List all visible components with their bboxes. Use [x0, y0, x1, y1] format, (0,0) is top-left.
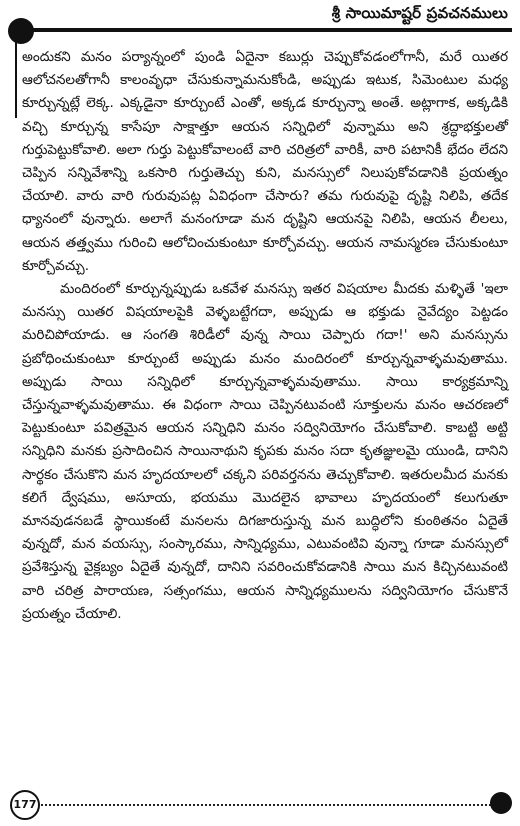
- margin-rule: [15, 36, 17, 118]
- footer-dotted-rule: [30, 804, 498, 808]
- header-rule: [22, 28, 512, 32]
- page-header: [0, 0, 520, 40]
- page-footer: [0, 786, 520, 826]
- paragraph-2: మందిరంలో కూర్చున్నప్పుడు ఒకవేళ మనస్సు ఇతర విషయాల మీదకు మళ్ళితే 'ఇలా మనస్సు యితర విషయాలపైకి వెళ్ళబట్టేగదా, అప్పుడు ఆ భక్తుడు నైవేద్యం పెట్టడం మరిచిపోయాడు. ఆ సంగతి శిరిడీలో వున్న సాయి చెప్పారు గదా!' అని మనస్సును ప్రబోధించుకుంటూ కూర్చుంటే అప్పుడు మనం మందిరంలో కూర్చున్నవాళ్ళమవుతాము. అప్పుడు సాయి సన్నిధిలో కూర్చున్నవాళ్ళమవుతాము. సాయి కార్యక్రమాన్ని చేస్తున్నవాళ్ళమవుతాము. ఈ విధంగా సాయి చెప్పినటువంటి సూక్తులను మనం ఆచరణలో పెట్టుకుంటూ పవిత్రమైన ఆయన సన్నిధిని మనం సద్వినియోగం చేసుకోవాలి. కాబట్టి అట్టి సన్నిధిని మనకు ప్రసాదించిన సాయినాథుని కృపకు మనం సదా కృతజ్ఞులమై యుండి, దానిని సార్థకం చేసుకొని మన హృదయాలలో చక్కని పరివర్తనను తెచ్చుకోవాలి. ఇతరులమీద మనకు కలిగే ద్వేషము, అసూయ, భయము మొదలైన భావాలు హృదయంలో కలుగుతూ మానవుడనబడే స్థాయికంటే మనలను దిగజారుస్తున్న మన బుద్ధిలోని కుంఠితనం ఏదైతే వున్నదో, మన వయస్సు, సంస్కారము, సాన్నిధ్యము, ఎటువంటివి వున్నా గూడా మనస్సులో ప్రవేశిస్తున్న వైక్లబ్యం ఏదైతే వున్నదో, దానిని సవరించుకోవడానికి సాయి మన కిచ్చినటువంటి వారి చరిత్ర పారాయణ, సత్సంగము, ఆయన సాన్నిధ్యములను సద్వినియోగం చేసుకొనే ప్రయత్నం చేయాలి.: [22, 281, 508, 622]
- page-body: [22, 46, 508, 762]
- footer-bullet-dot: [490, 792, 512, 814]
- running-title: శ్రీ సాయిమాష్టర్ ప్రవచనములు: [331, 4, 508, 22]
- paragraph-1: అందుకని మనం పర్యాన్నంలో పుండి ఏదైనా కబుర్లు చెప్పుకోవడంలోగానీ, మరే యితర ఆలోచనలతోగానీ కాలంవృధా చేసుకున్నామనుకోండి, అప్పుడు ఇటుక, సిమెంటుల మధ్య కూర్చున్నట్లే లెక్క. ఎక్కడైనా కూర్చుంటే ఎంతో, అక్కడ కూర్చున్నా అంతే. అట్లాగాక, అక్కడికి వచ్చి కూర్చున్న కాసేపూ సాక్షాత్తూ ఆయన సన్నిధిలో వున్నాము అని శ్రద్ధాభక్తులతో గుర్తుపెట్టుకోవాలి. అలా గుర్తు పెట్టుకోవాలంటే వారి చరిత్రలో వారికీ, వారి పటానికీ భేదం లేదని చెప్పిన సన్నివేశాన్ని ఒకసారి గుర్తుతెచ్చు కుని, మనస్సులో నిలుపుకోవడానికి ప్రయత్నం చేయాలి. వారు వారి గురువుపట్ల ఏవిధంగా చేసారు? తమ గురువుపై దృష్టి నిలిపి, తదేక ధ్యానంలో వున్నారు. అలాగే మనంగూడా మన దృష్టిని ఆయనపై నిలిపి, ఆయన లీలలు, ఆయన తత్త్వము గురించి ఆలోచించుకుంటూ కూర్చోవచ్చు. ఆయన నామస్మరణ చేసుకుంటూ కూర్చోవచ్చు.: [22, 49, 508, 274]
- page-number: 177: [10, 790, 40, 820]
